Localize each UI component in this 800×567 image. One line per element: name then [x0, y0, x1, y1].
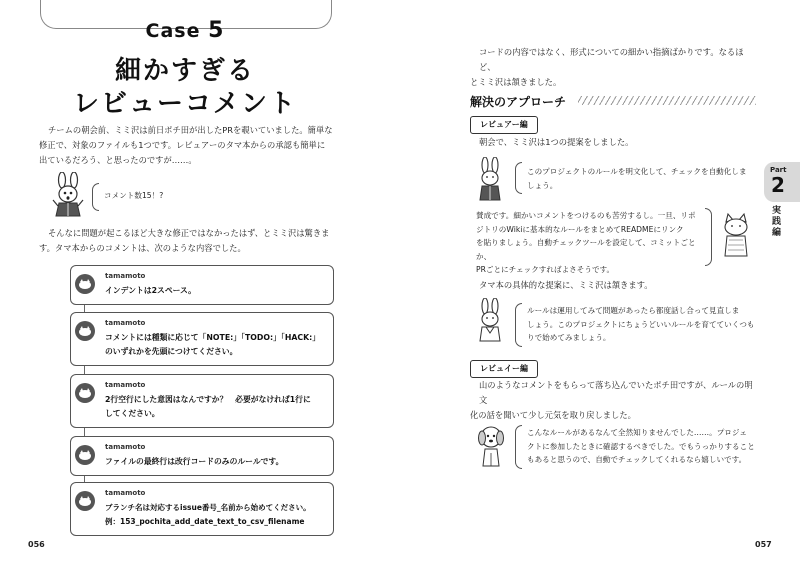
intro-line: チームの朝会前、ミミ沢は前日ポチ田が出したPRを覗いていました。簡単な: [48, 125, 333, 135]
reviewee-line: 化の話を聞いて少し元気を取り戻しました。: [470, 410, 636, 420]
section-title: 解決のアプローチ: [470, 95, 567, 109]
speech-brace: [515, 162, 522, 194]
comment-line: 2行空行にした意図はなんですか？ 必要がなければ1行に: [105, 395, 311, 404]
section-hatch: [578, 96, 756, 105]
case-word: Case: [145, 20, 201, 42]
comment-text: [105, 331, 329, 359]
pochi-line: クトに参加したときに確認するべきでした。でもうっかりすること: [527, 441, 755, 451]
agree-line: ルールは運用してみて問題があったら都度話し合って見直しま: [527, 306, 740, 315]
reviewee-label: レビュイー編: [470, 360, 538, 378]
tamamoto-avatar-icon: [75, 383, 95, 403]
reviewer-label: レビュアー編: [470, 116, 538, 134]
comment-user: tamamoto: [105, 319, 146, 327]
tamamoto-avatar-icon: [75, 445, 95, 465]
intro-paragraph: [39, 123, 339, 168]
middle-line: そんなに問題が起こるほど大きな修正ではなかったはず、とミミ沢は驚きま: [48, 228, 330, 238]
right-page-number: 057: [755, 540, 772, 549]
part-number: 2: [771, 173, 785, 197]
pochi-speech: [527, 426, 767, 467]
pochi-line: こんなルールがあるなんて全然知りませんでした……。プロジェ: [527, 428, 747, 437]
comment-line: コメントには種類に応じて「NOTE:」「TODO:」「HACK:」: [105, 333, 321, 342]
top-paragraph: [470, 45, 760, 90]
review-comment: [70, 482, 334, 536]
reviewer-intro: 朝会で、ミミ沢は1つの提案をしました。: [479, 137, 634, 147]
part-label: Part: [770, 166, 787, 174]
top-line: コードの内容ではなく、形式についての細かい指摘ばかりです。なるほど、: [479, 47, 744, 72]
case-number: 5: [208, 18, 225, 43]
review-comment: [70, 436, 334, 476]
part-name: 実践編: [772, 206, 782, 238]
reply-line: 賛成です。細かいコメントをつけるのも苦労するし。一旦、リポ: [476, 211, 696, 220]
comment-text: [105, 393, 329, 421]
proposal-line: このプロジェクトのルールを明文化して、チェックを自動化しま: [527, 167, 747, 176]
speech-brace: [515, 303, 522, 347]
mimi-rabbit-icon: [474, 298, 506, 342]
mimi-rabbit-icon: [474, 157, 506, 201]
intro-line: 出ているだろう、と思ったのですが……。: [39, 155, 197, 165]
case-title-line1: 細かすぎる: [114, 56, 255, 86]
comment-text: [105, 284, 329, 298]
review-comment: [70, 374, 334, 428]
reply-line: ジトリのWikiに基本的なルールをまとめてREADMEにリンク: [476, 224, 684, 234]
review-comment: [70, 265, 334, 305]
middle-line: す。タマ本からのコメントは、次のような内容でした。: [39, 243, 246, 253]
review-comment: [70, 312, 334, 366]
intro-line: 修正で、対象のファイルも1つです。レビュアーのタマ本からの承認も簡単に: [39, 140, 326, 150]
case-title-line2: レビューコメント: [72, 89, 297, 119]
proposal-line: しょう。: [527, 180, 558, 190]
reviewee-paragraph: [470, 378, 760, 423]
mimi-agree: [527, 304, 759, 345]
speech-brace: [515, 425, 522, 469]
comment-user: tamamoto: [105, 489, 146, 497]
reply-line: を貼りましょう。自動チェックツールを設定して、コミットごとか、: [476, 238, 696, 261]
agree-line: りで始めてみましょう。: [527, 333, 611, 342]
top-line: とミミ沢は頷きました。: [470, 77, 562, 87]
comment-user: tamamoto: [105, 443, 146, 451]
reviewee-line: 山のようなコメントをもらって落ち込んでいたポチ田ですが、ルールの明文: [479, 380, 753, 405]
comment-user: tamamoto: [105, 272, 146, 280]
tama-reply: [476, 209, 708, 277]
mimi-proposal: [527, 165, 757, 192]
case-label: [40, 18, 330, 43]
comment-line: 例：153_pochita_add_date_text_to_csv_filename: [105, 517, 305, 526]
mimi-speech: コメント数15！?: [104, 191, 164, 200]
pochi-line: もあると思うので、自動でチェックしてくれるなら嬉しいです。: [527, 455, 747, 464]
pochi-dog-icon: [474, 423, 508, 467]
comment-line: ファイルの最終行は改行コードのみのルールです。: [105, 457, 284, 466]
left-page-number: 056: [28, 540, 45, 549]
after-reply: タマ本の具体的な提案に、ミミ沢は頷きます。: [479, 280, 653, 290]
tama-cat-icon: [718, 212, 754, 258]
speech-brace: [705, 208, 712, 266]
tamamoto-avatar-icon: [75, 491, 95, 511]
mimi-rabbit-surprised-icon: [48, 172, 88, 218]
tamamoto-avatar-icon: [75, 274, 95, 294]
speech-brace: [92, 183, 99, 211]
comment-line: のいずれかを先頭につけてください。: [105, 347, 238, 356]
agree-line: しょう。このプロジェクトにちょうどいいルールを育てていくつも: [527, 319, 755, 329]
comment-line: ブランチ名は対応するissue番号_名前から始めてください。: [105, 503, 311, 512]
comment-text: [105, 501, 329, 529]
comment-line: インデントは2スペース。: [105, 286, 196, 295]
reply-line: PRごとにチェックすればよさそうです。: [476, 265, 615, 274]
middle-paragraph: [39, 226, 339, 256]
tamamoto-avatar-icon: [75, 321, 95, 341]
comment-user: tamamoto: [105, 381, 146, 389]
comment-text: [105, 455, 329, 469]
comment-line: してください。: [105, 409, 160, 418]
